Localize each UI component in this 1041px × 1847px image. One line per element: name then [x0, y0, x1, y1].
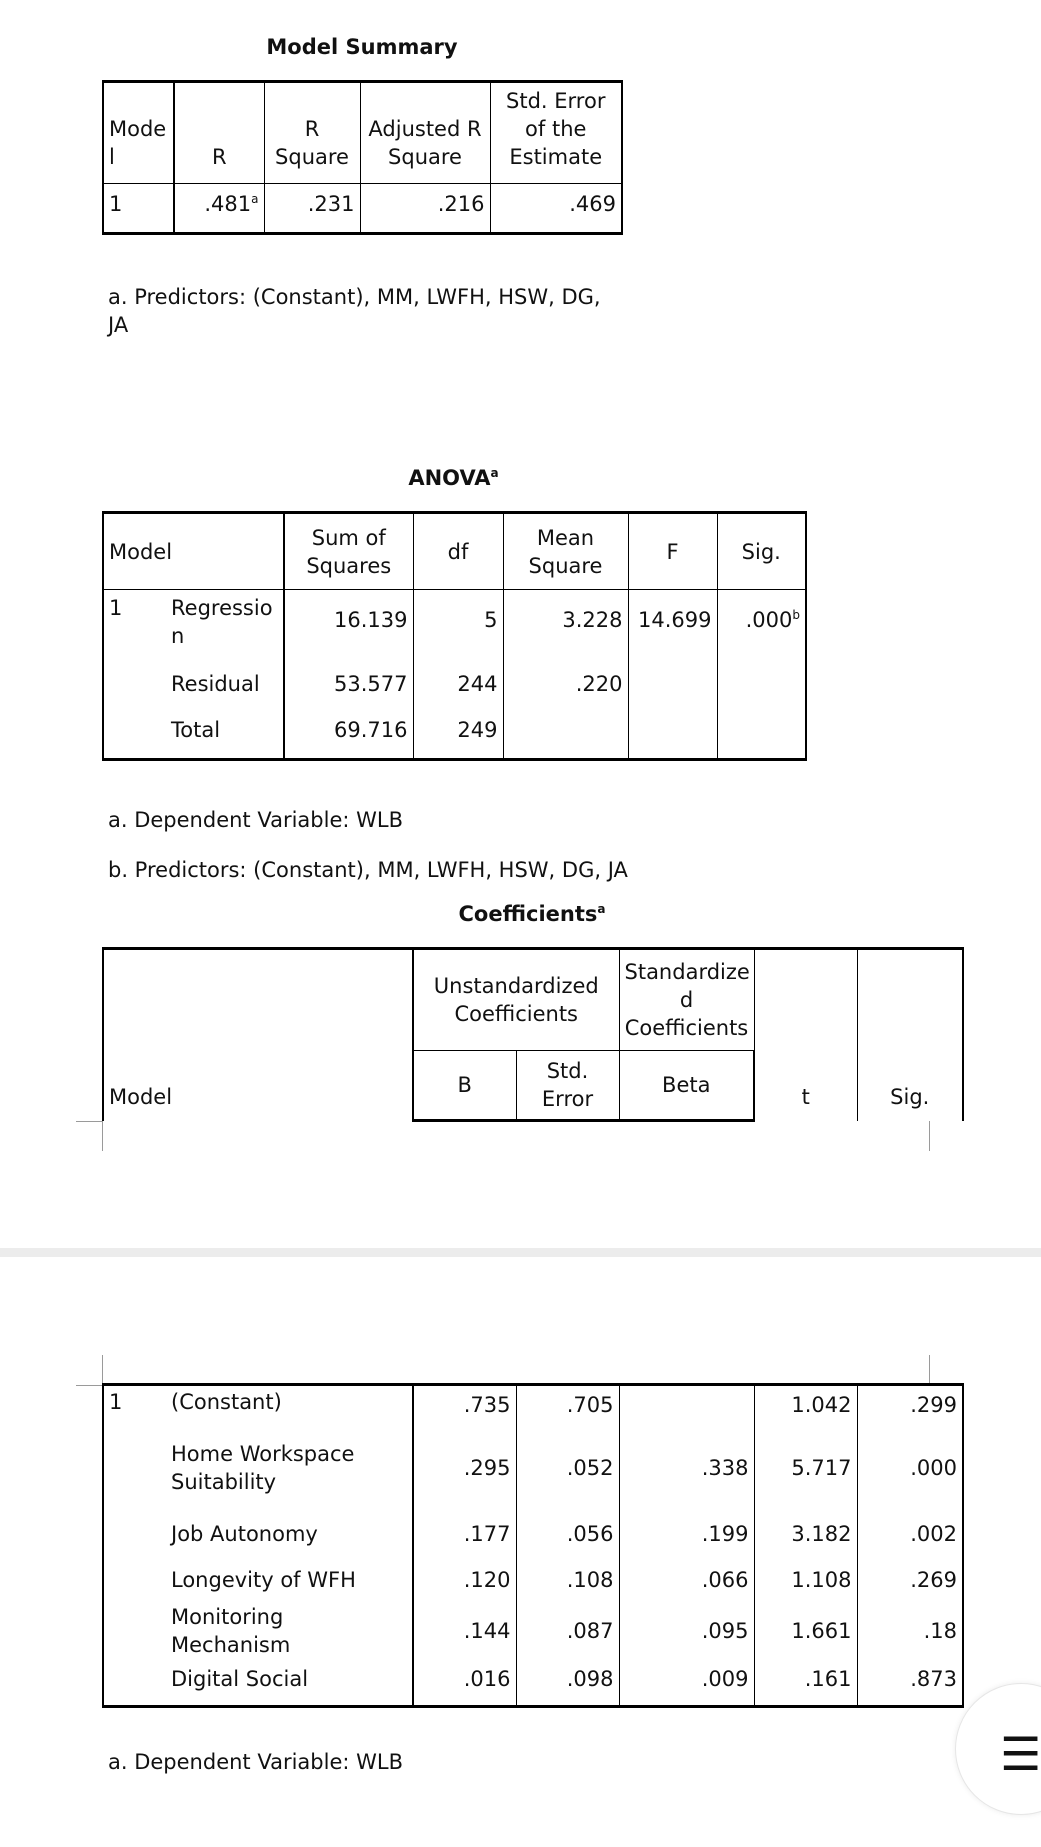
- anova-header-ms: Mean Square: [503, 513, 628, 590]
- coef-row-t: .161: [754, 1659, 857, 1707]
- model-summary-title: Model Summary: [266, 35, 458, 59]
- anova-row-f: [628, 660, 717, 708]
- anova-row-sig: .000$^b$: [717, 590, 806, 660]
- ms-row-model: 1: [103, 184, 174, 234]
- coef-row-beta: .095: [619, 1603, 754, 1659]
- coef-row-se: .705: [516, 1385, 619, 1425]
- anova-header-ss: Sum of Squares: [284, 513, 413, 590]
- anova-row-df: 244: [413, 660, 503, 708]
- anova-header-sig: Sig.: [717, 513, 806, 590]
- crop-mark: [102, 1355, 103, 1385]
- coef-row-beta: .009: [619, 1659, 754, 1707]
- anova-footnote-a: a. Dependent Variable: WLB: [108, 808, 403, 832]
- coefficients-title: Coefficients$^a$: [458, 902, 606, 926]
- coef-row-t: 1.661: [754, 1603, 857, 1659]
- coef-row-t: 1.108: [754, 1557, 857, 1603]
- anova-title: ANOVA$^a$: [408, 466, 499, 490]
- ms-header-adj-r-square: Adjusted R Square: [360, 82, 490, 184]
- anova-table: [102, 511, 807, 761]
- coef-row-label: Longevity of WFH: [166, 1557, 413, 1603]
- coef-row-label: Monitoring Mechanism: [166, 1603, 413, 1659]
- anova-header-model: Model: [103, 513, 284, 590]
- coef-header-se: Std. Error: [516, 1051, 619, 1121]
- ms-header-r: R: [174, 82, 264, 184]
- coef-row-sig: .18: [857, 1603, 963, 1659]
- crop-mark: [929, 1121, 930, 1151]
- coef-row-beta: .338: [619, 1425, 754, 1511]
- coefficients-header-table: [102, 947, 964, 1122]
- anova-row-f: [628, 708, 717, 760]
- coef-header-b: B: [413, 1051, 516, 1121]
- coef-row-se: .056: [516, 1511, 619, 1557]
- coefficients-body-table: [102, 1383, 964, 1708]
- crop-mark: [76, 1121, 103, 1122]
- coef-row-se: .087: [516, 1603, 619, 1659]
- ms-header-r-square: R Square: [264, 82, 360, 184]
- ms-header-model: Mode l: [103, 82, 174, 184]
- anova-row-sig: [717, 660, 806, 708]
- coef-header-t: t: [754, 949, 857, 1121]
- anova-row-label: Regressio n: [166, 590, 284, 660]
- coef-row-b: .295: [413, 1425, 516, 1511]
- anova-row-sig: [717, 708, 806, 760]
- coef-row-b: .120: [413, 1557, 516, 1603]
- coef-row-se: .108: [516, 1557, 619, 1603]
- coef-row-label: Home Workspace Suitability: [166, 1425, 413, 1511]
- ms-row-adj-r-square: .216: [360, 184, 490, 234]
- coef-row-label: Job Autonomy: [166, 1511, 413, 1557]
- coef-header-std: Standardize d Coefficients: [619, 949, 754, 1051]
- anova-row-ss: 16.139: [284, 590, 413, 660]
- coef-row-beta: .066: [619, 1557, 754, 1603]
- coef-row-t: 1.042: [754, 1385, 857, 1425]
- hamburger-icon[interactable]: ☰: [1000, 1727, 1041, 1781]
- coef-row-t: 5.717: [754, 1425, 857, 1511]
- coef-row-b: .016: [413, 1659, 516, 1707]
- anova-model-no: 1: [103, 590, 166, 660]
- coef-model-no: 1: [103, 1385, 166, 1425]
- coef-header-beta: Beta: [619, 1051, 754, 1121]
- anova-header-df: df: [413, 513, 503, 590]
- anova-row-ss: 69.716: [284, 708, 413, 760]
- coef-header-model: Model: [103, 949, 413, 1121]
- coef-row-sig: .269: [857, 1557, 963, 1603]
- coef-row-label: Digital Social: [166, 1659, 413, 1707]
- ms-row-std-error: .469: [490, 184, 622, 234]
- coef-row-sig: .873: [857, 1659, 963, 1707]
- coef-row-b: .144: [413, 1603, 516, 1659]
- coef-row-b: .177: [413, 1511, 516, 1557]
- coef-footnote-a: a. Dependent Variable: WLB: [108, 1750, 403, 1774]
- anova-row-f: 14.699: [628, 590, 717, 660]
- anova-row-label: Residual: [166, 660, 284, 708]
- coef-row-sig: .002: [857, 1511, 963, 1557]
- ms-header-std-error: Std. Error of the Estimate: [490, 82, 622, 184]
- anova-row-ss: 53.577: [284, 660, 413, 708]
- anova-header-f: F: [628, 513, 717, 590]
- ms-row-r-square: .231: [264, 184, 360, 234]
- crop-mark: [102, 1121, 103, 1151]
- coef-row-sig: .299: [857, 1385, 963, 1425]
- anova-footnote-b: b. Predictors: (Constant), MM, LWFH, HSW, DG, JA: [108, 858, 628, 882]
- anova-row-df: 5: [413, 590, 503, 660]
- anova-row-ms: 3.228: [503, 590, 628, 660]
- coef-row-b: .735: [413, 1385, 516, 1425]
- coef-row-label: (Constant): [166, 1385, 413, 1425]
- ms-row-r: .481$^a$: [174, 184, 264, 234]
- coef-header-unstd: Unstandardized Coefficients: [413, 949, 619, 1051]
- model-summary-table: [102, 80, 623, 235]
- anova-row-ms: .220: [503, 660, 628, 708]
- page-separator: [0, 1248, 1041, 1257]
- coef-header-sig: Sig.: [857, 949, 963, 1121]
- coef-row-se: .098: [516, 1659, 619, 1707]
- anova-row-label: Total: [166, 708, 284, 760]
- ms-footnote-a: a. Predictors: (Constant), MM, LWFH, HSW, DG, JA: [108, 285, 601, 337]
- coef-row-beta: .199: [619, 1511, 754, 1557]
- anova-row-ms: [503, 708, 628, 760]
- crop-mark: [76, 1385, 103, 1386]
- crop-mark: [929, 1355, 930, 1385]
- coef-row-se: .052: [516, 1425, 619, 1511]
- coef-row-t: 3.182: [754, 1511, 857, 1557]
- coef-row-sig: .000: [857, 1425, 963, 1511]
- menu-button[interactable]: [955, 1683, 1041, 1815]
- anova-row-df: 249: [413, 708, 503, 760]
- coef-row-beta: [619, 1385, 754, 1425]
